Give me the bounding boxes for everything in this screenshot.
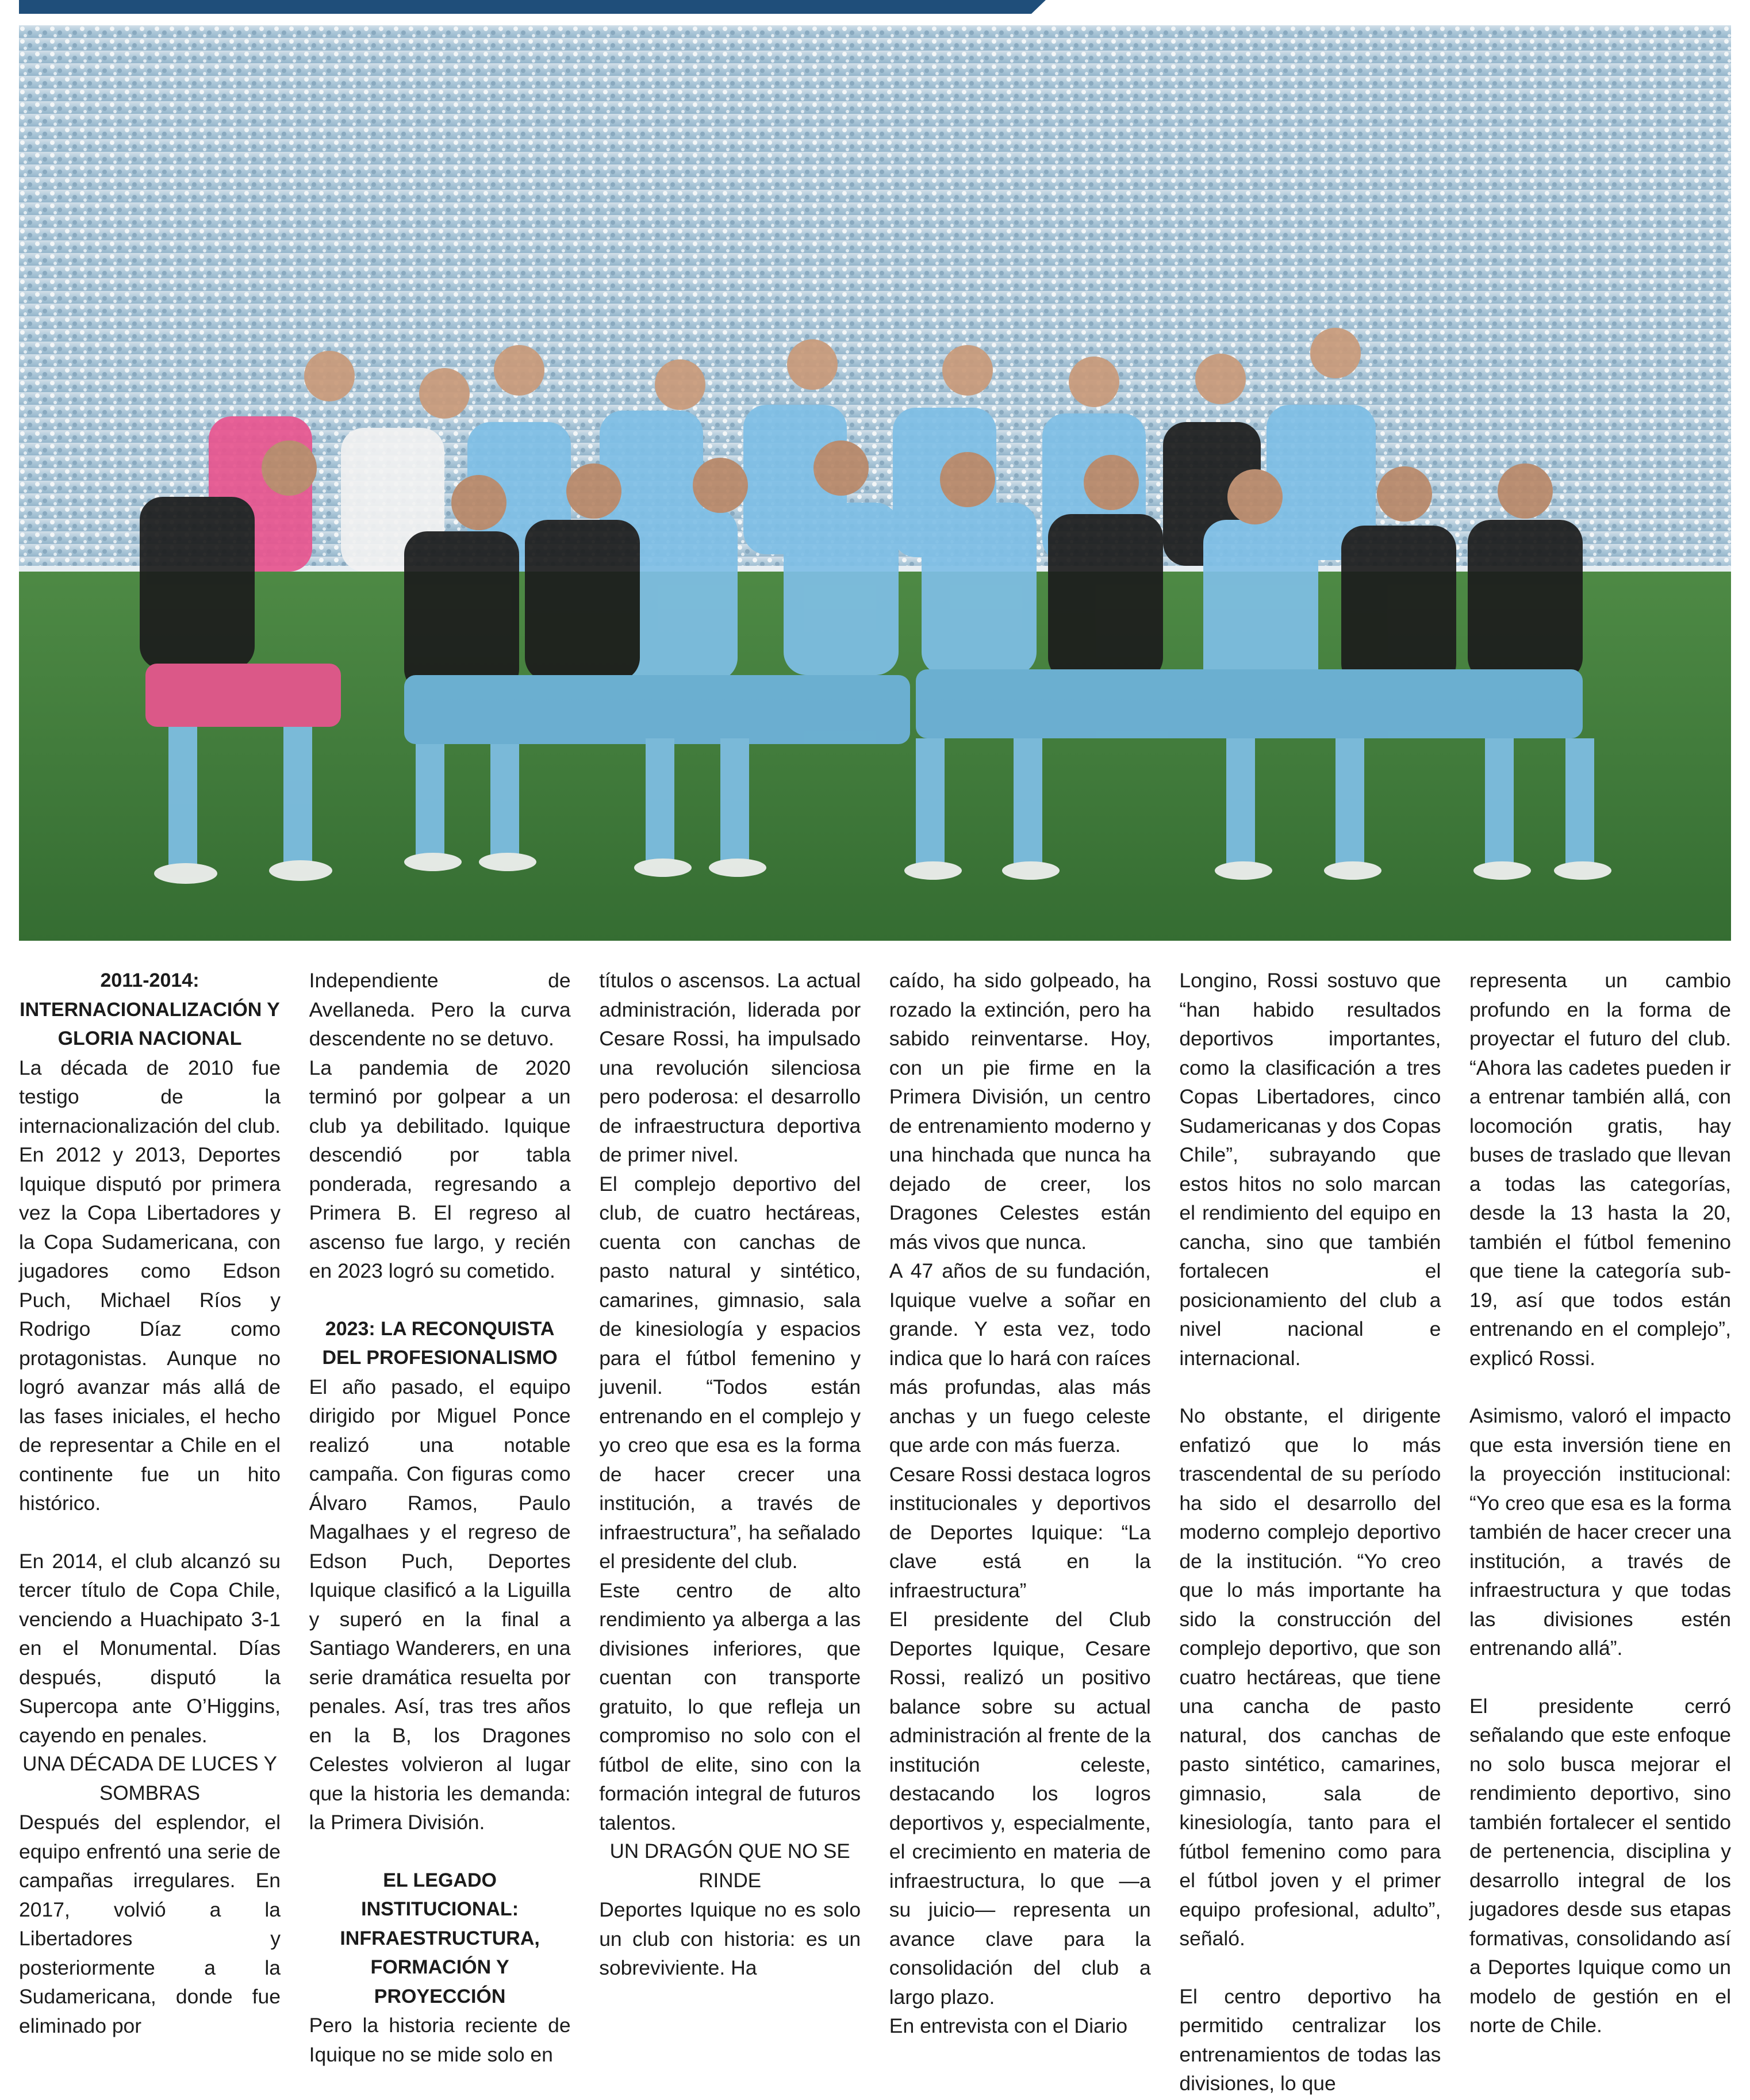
- column-1: [19, 966, 281, 2087]
- section-heading: 2011-2014: INTERNACIONALIZACIÓN Y GLORIA NACIONAL: [20, 969, 280, 1049]
- team-photo-icon: [19, 25, 1731, 941]
- paragraph: Después del esplendor, el equipo enfrentó una serie de campañas irregulares. En 2017, volvió a la Libertadores y posteriormente a la Sudamericana, donde fue eliminado por: [19, 1811, 281, 2037]
- paragraph: El presidente del Club Deportes Iquique, Cesare Rossi, realizó un positivo balance sobre su actual administración al frente de la institución celeste, destacando los logros deportivos y, especialmente, el crecimiento en materia de infraestructura, lo que —a su juicio— representa un avance clave para la consolidación del club a largo plazo.: [889, 1608, 1151, 2009]
- paragraph: En 2014, el club alcanzó su tercer título de Copa Chile, venciendo a Huachipato 3-1 en el Monumental. Días después, disputó la Supercopa ante O’Higgins, cayendo en penales.: [19, 1549, 281, 1747]
- paragraph: Deportes Iquique no es solo un club con historia: es un sobreviviente. Ha: [599, 1898, 861, 1979]
- paragraph: No obstante, el dirigente enfatizó que lo más trascendental de su período ha sido el desarrollo del moderno complejo deportivo de la institución. “Yo creo que lo más importante ha sido la construcción del complejo deportivo, que son cuatro hectáreas, que tiene una cancha de pasto natural, dos canchas de pasto sintético, camarines, gimnasio, sala de kinesiología, tanto para el fútbol femenino como para el fútbol joven y el primer equipo profesional, adulto”, señaló.: [1179, 1404, 1441, 1950]
- paragraph: títulos o ascensos. La actual administración, liderada por Cesare Rossi, ha impulsado una revolución silenciosa pero poderosa: el desarrollo de infraestructura deportiva de primer nivel.: [599, 969, 861, 1166]
- paragraph: El centro deportivo ha permitido centralizar los entrenamientos de todas las divisiones, lo que: [1179, 1984, 1441, 2095]
- team-photo: [19, 25, 1731, 941]
- section-heading: UNA DÉCADA DE LUCES Y SOMBRAS: [22, 1753, 277, 1804]
- paragraph: Cesare Rossi destaca logros institucionales y deportivos de Deportes Iquique: “La clave está en la infraestructura”: [889, 1462, 1151, 1602]
- column-2: [309, 966, 571, 2087]
- article-columns: [19, 966, 1731, 2095]
- paragraph: representa un cambio profundo en la forma de proyectar el futuro del club. “Ahora las cadetes pueden ir a entrenar también allá, con locomoción gratis, hay buses de traslado que llevan a todas las categorías, desde la 13 hasta la 20, también el fútbol femenino que tiene la categoría sub-19, así que todos están entrenando en el complejo”, explicó Rossi.: [1469, 969, 1731, 1370]
- paragraph: La pandemia de 2020 terminó por golpear a un club ya debilitado. Iquique descendió por tabla ponderada, regresando a Primera B. El regreso al ascenso fue largo, y recién en 2023 logró su cometido.: [309, 1056, 571, 1282]
- paragraph: La década de 2010 fue testigo de la internacionalización del club. En 2012 y 2013, Deportes Iquique disputó por primera vez la Copa Libertadores y la Copa Sudamericana, con jugadores como Edson Puch, Michael Ríos y Rodrigo Díaz como protagonistas. Aunque no logró avanzar más allá de las fases iniciales, el hecho de representar a Chile en el continente fue un hito histórico.: [19, 1056, 281, 1515]
- section-heading: UN DRAGÓN QUE NO SE RINDE: [609, 1840, 850, 1892]
- column-6: [1469, 966, 1731, 2087]
- paragraph: El complejo deportivo del club, de cuatro hectáreas, cuenta con canchas de pasto natural y sintético, camarines, gimnasio, sala de kinesiología y espacios para el fútbol femenino y juvenil. “Todos están entrenando en el complejo y yo creo que esa es la forma de hacer crecer una institución, a través de infraestructura”, ha señalado el presidente del club.: [599, 1172, 861, 1573]
- paragraph: En entrevista con el Diario: [889, 2014, 1128, 2037]
- section-heading: 2023: LA RECONQUISTA DEL PROFESIONALISMO: [322, 1317, 558, 1369]
- paragraph: Este centro de alto rendimiento ya alberga a las divisiones inferiores, que cuentan con transporte gratuito, lo que refleja un compromiso no solo con el fútbol de elite, sino con la formación integral de futuros talentos.: [599, 1578, 861, 1834]
- column-5: [1179, 966, 1441, 2095]
- paragraph: caído, ha sido golpeado, ha rozado la extinción, pero ha sabido reinventarse. Hoy, con un pie firme en la Primera División, un centro de entrenamiento moderno y una hinchada que nunca ha dejado de creer, los Dragones Celestes están más vivos que nunca.: [889, 969, 1151, 1254]
- paragraph: El año pasado, el equipo dirigido por Miguel Ponce realizó una notable campaña. Con figuras como Álvaro Ramos, Paulo Magalhaes y el regreso de Edson Puch, Deportes Iquique clasificó a la Liguilla y superó en la final a Santiago Wanderers, en una serie dramática resuelta por penales. Así, tras tres años en la B, los Dragones Celestes volvieron al lugar que la historia les demanda: la Primera División.: [309, 1375, 571, 1834]
- column-4: [889, 966, 1151, 2087]
- paragraph: A 47 años de su fundación, Iquique vuelve a soñar en grande. Y esta vez, todo indica que lo hará con raíces más profundas, alas más anchas y un fuego celeste que arde con más fuerza.: [889, 1259, 1151, 1457]
- paragraph: Pero la historia reciente de Iquique no se mide solo en: [309, 2014, 571, 2066]
- paragraph: Independiente de Avellaneda. Pero la curva descendente no se detuvo.: [309, 969, 571, 1050]
- paragraph: El presidente cerró señalando que este enfoque no solo busca mejorar el rendimiento deportivo, sino también fortalecer el sentido de pertenencia, disciplina y desarrollo integral de los jugadores desde sus etapas formativas, consolidando así a Deportes Iquique como un modelo de gestión en el norte de Chile.: [1469, 1694, 1731, 2037]
- section-heading: EL LEGADO INSTITUCIONAL: INFRAESTRUCTURA, FORMACIÓN Y PROYECCIÓN: [340, 1869, 540, 2007]
- column-3: [599, 966, 861, 2087]
- paragraph: Asimismo, valoró el impacto que esta inversión tiene en la proyección institucional: “Yo creo que esa es la forma también de hacer crecer una institución, a través de infraestructura y que todas las divisiones estén entrenando allá”.: [1469, 1404, 1731, 1660]
- section-color-bar: [19, 0, 1046, 14]
- paragraph: Longino, Rossi sostuvo que “han habido resultados deportivos importantes, como la clasificación a tres Copas Libertadores, cinco Sudamericanas y dos Copas Chile”, subrayando que estos hitos no solo marcan el rendimiento del equipo en cancha, sino que también fortalecen el posicionamiento del club a nivel nacional e internacional.: [1179, 969, 1441, 1370]
